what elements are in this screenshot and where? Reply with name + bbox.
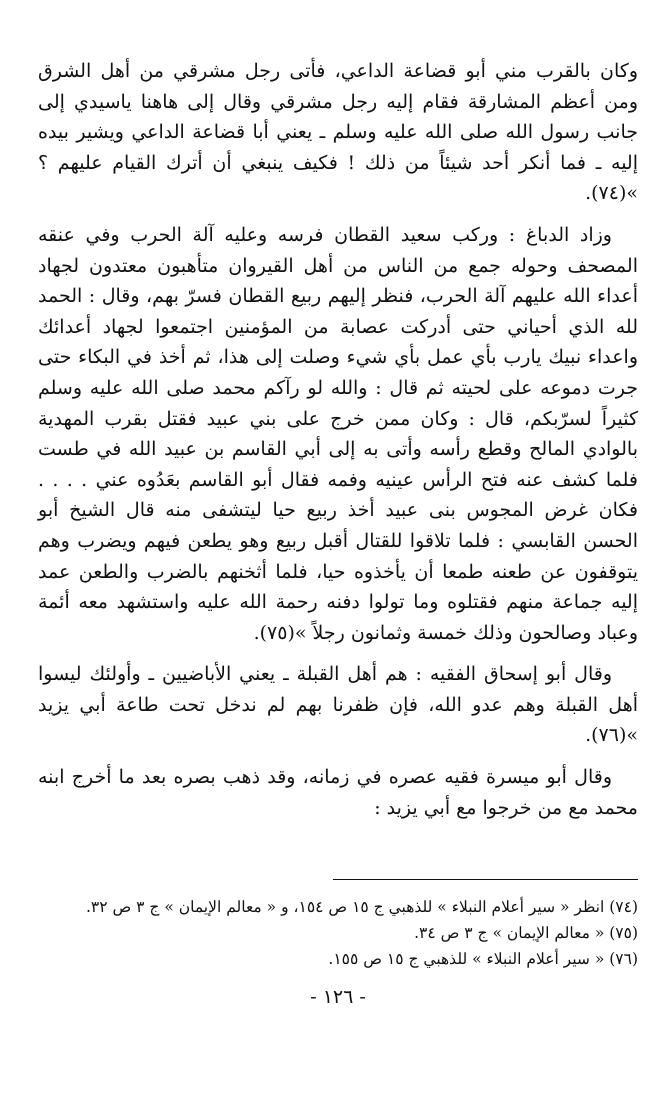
footnote-separator	[333, 879, 638, 880]
footnote-76: (٧٦) « سير أعلام النبلاء » للذهبي ج ١٥ ص ١٥٥.	[328, 950, 638, 968]
paragraph-3: وقال أبو إسحاق الفقيه : هم أهل القبلة ـ يعني الأباضيين ـ وأولئك ليسوا أهل القبلة وهم عدو الله، فإن ظفرنا بهم لم ندخل تحت طاعة أبي يزيد »(٧٦).	[38, 663, 638, 747]
paragraph-1: وكان بالقرب مني أبو قضاعة الداعي، فأتى رجل مشرقي من أهل الشرق ومن أعظم المشارقة فقام إليه رجل مشرقي وقال إلى هاهنا ياسيدي إلى جانب رسول الله صلى الله عليه وسلم ـ يعني أبا قضاعة الداعي ويشير بيده إليه ـ فما أنكر أحد شيئاً من ذلك ! فكيف ينبغي أن أترك القيام عليهم ؟ »(٧٤).	[38, 60, 638, 205]
paragraph-2: وزاد الدباغ : وركب سعيد القطان فرسه وعليه آلة الحرب وفي عنقه المصحف وحوله جمع من الناس من أهل القيروان متأهبون معتدون لجهاد أعداء الله عليهم آلة الحرب، فنظر إليهم ربيع القطان فسرّ بهم، وقال : الحمد لله الذي أحياني حتى أدركت عصابة من المؤمنين اجتمعوا لجهاد أعدائك واعداء نبيك يارب بأي عمل بأي شيء وصلت إلى هذا، ثم أخذ في البكاء حتى جرت دموعه على لحيته ثم قال : والله لو رآكم محمد صلى الله عليه وسلم كثيراً لسرّبكم، قال : وكان ممن خرج على بني عبيد فقتل بقرب المهدية بالوادي المالح وقطع رأسه وأتى به إلى أبي القاسم بن عبيد الله في طست فلما كشف عنه فتح الرأس عينيه وفمه فقال أبو القاسم بعَدُوه عني . . . . فكان غرض المجوس بنى عبيد أخذ ربيع حيا ليتشفى منه قال الشيخ أبو الحسن القابسي : فلما تلاقوا للقتال أقبل ربيع وهو يطعن فيهم ويضرب وهم يتوقفون عن طعنه طمعا أن يأخذوه حيا، فلما أثخنهم بالضرب والطعن عمد إليه جماعة منهم فقتلوه وما تولوا دفنه رحمة الله عليه واستشهد معه أئمة وعباد وصالحون وذلك خمسة وثمانون رجلاً »(٧٥).	[38, 223, 638, 644]
footnotes	[38, 894, 638, 972]
book-page	[38, 56, 638, 1083]
footnote-75: (٧٥) « معالم الإيمان » ج ٣ ص ٣٤.	[414, 924, 638, 942]
paragraph-4: وقال أبو ميسرة فقيه عصره في زمانه، وقد ذهب بصره بعد ما أخرج ابنه محمد مع من خرجوا مع أبي يزيد :	[38, 766, 638, 819]
page-number: - ١٢٦ -	[310, 986, 366, 1008]
footnote-74: (٧٤) انظر « سير أعلام النبلاء » للذهبي ج ١٥ ص ١٥٤، و « معالم الإيمان » ج ٣ ص ٣٢.	[85, 898, 638, 916]
